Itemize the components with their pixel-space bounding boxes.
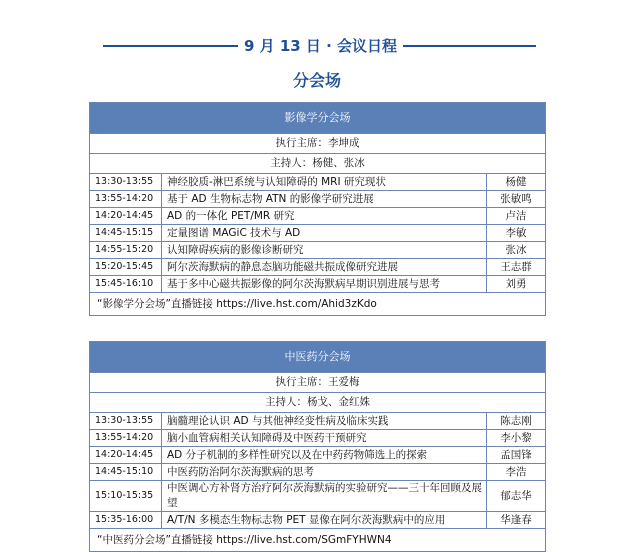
page-subtitle: 分会场 xyxy=(292,71,341,90)
schedule-row xyxy=(90,413,545,430)
session-hosts: 主持人：杨戈、金红姝 xyxy=(90,393,545,413)
row-time: 14:20-14:45 xyxy=(90,447,162,463)
row-topic: 阿尔茨海默病的静息态脑功能磁共振成像研究进展 xyxy=(162,259,487,275)
row-time: 13:30-13:55 xyxy=(90,174,162,190)
row-speaker: 张敏鸣 xyxy=(500,193,532,205)
schedule-row xyxy=(90,447,545,464)
row-topic: 认知障碍疾病的影像诊断研究 xyxy=(162,242,487,258)
session-chair: 执行主席：李坤成 xyxy=(90,134,545,154)
live-stream-link[interactable]: “影像学分会场”直播链接 https://live.hst.com/Ahid3zKdo xyxy=(97,298,377,310)
row-speaker: 刘勇 xyxy=(505,278,527,290)
session-chair: 执行主席：王爱梅 xyxy=(90,373,545,393)
header-rule-left xyxy=(103,45,238,47)
row-topic: AD 分子机制的多样性研究以及在中药药物筛选上的探索 xyxy=(162,447,487,463)
schedule-row xyxy=(90,225,545,242)
schedule-row xyxy=(90,430,545,447)
row-topic: 定量图谱 MAGiC 技术与 AD xyxy=(162,225,487,241)
schedule-row xyxy=(90,242,545,259)
row-time: 14:45-15:10 xyxy=(90,464,162,480)
live-stream-link[interactable]: “中医药分会场”直播链接 https://live.hst.com/SGmFYHWN4 xyxy=(97,534,392,546)
schedule-row xyxy=(90,481,545,512)
schedule-row xyxy=(90,259,545,276)
row-topic: 脑小血管病相关认知障碍及中医药干预研究 xyxy=(162,430,487,446)
page-header xyxy=(0,34,634,58)
row-time: 15:35-16:00 xyxy=(90,512,162,528)
row-speaker: 杨健 xyxy=(505,176,527,188)
row-topic: 基于 AD 生物标志物 ATN 的影像学研究进展 xyxy=(162,191,487,207)
schedule-row xyxy=(90,276,545,293)
row-topic: 基于多中心磁共振影像的阿尔茨海默病早期识别进展与思考 xyxy=(162,276,487,292)
schedule-row xyxy=(90,191,545,208)
row-topic: 神经胶质-淋巴系统与认知障碍的 MRI 研究现状 xyxy=(162,174,487,190)
row-speaker: 李敏 xyxy=(505,227,527,239)
row-time: 13:55-14:20 xyxy=(90,430,162,446)
session-tcm xyxy=(89,341,546,552)
row-time: 15:45-16:10 xyxy=(90,276,162,292)
row-speaker: 卢洁 xyxy=(505,210,527,222)
row-time: 13:30-13:55 xyxy=(90,413,162,429)
row-time: 14:45-15:15 xyxy=(90,225,162,241)
row-time: 15:20-15:45 xyxy=(90,259,162,275)
row-speaker: 华逢春 xyxy=(500,514,532,526)
row-time: 15:10-15:35 xyxy=(90,481,162,511)
row-topic: A/T/N 多模态生物标志物 PET 显像在阿尔茨海默病中的应用 xyxy=(162,512,487,528)
row-speaker: 王志群 xyxy=(500,261,532,273)
row-topic: AD 的一体化 PET/MR 研究 xyxy=(162,208,487,224)
page-title: 9 月 13 日 · 会议日程 xyxy=(243,37,398,55)
row-speaker: 郁志华 xyxy=(500,490,532,502)
row-speaker: 李浩 xyxy=(505,466,527,478)
row-topic: 中医药防治阿尔茨海默病的思考 xyxy=(162,464,487,480)
session-imaging xyxy=(89,102,546,316)
row-speaker: 孟国锋 xyxy=(500,449,532,461)
row-speaker: 陈志刚 xyxy=(500,415,532,427)
row-speaker: 李小黎 xyxy=(500,432,532,444)
session-title: 中医药分会场 xyxy=(90,342,545,373)
row-topic: 中医调心方补肾方治疗阿尔茨海默病的实验研究——三十年回顾及展望 xyxy=(162,481,487,511)
schedule-row xyxy=(90,174,545,191)
row-time: 14:20-14:45 xyxy=(90,208,162,224)
row-time: 14:55-15:20 xyxy=(90,242,162,258)
row-topic: 脑髓理论认识 AD 与其他神经变性病及临床实践 xyxy=(162,413,487,429)
session-title: 影像学分会场 xyxy=(90,103,545,134)
schedule-row xyxy=(90,512,545,529)
row-time: 13:55-14:20 xyxy=(90,191,162,207)
schedule-row xyxy=(90,464,545,481)
header-rule-right xyxy=(403,45,536,47)
session-hosts: 主持人：杨健、张冰 xyxy=(90,154,545,174)
row-speaker: 张冰 xyxy=(505,244,527,256)
schedule-row xyxy=(90,208,545,225)
